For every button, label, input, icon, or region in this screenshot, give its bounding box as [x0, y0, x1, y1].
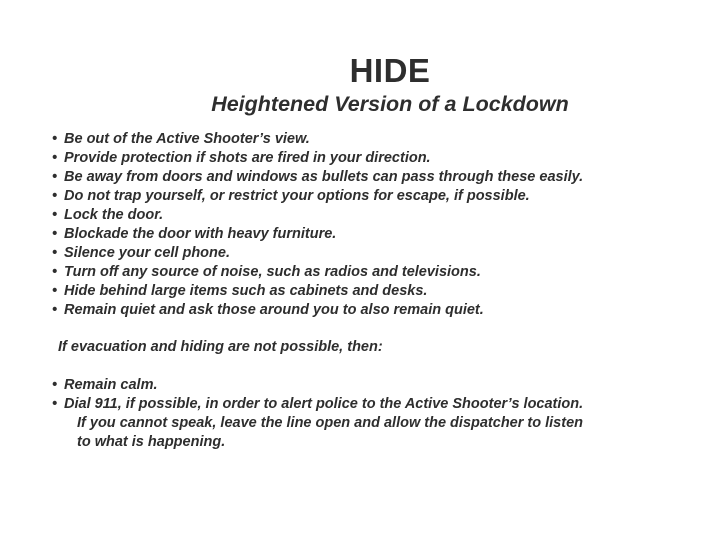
bullet-text: Do not trap yourself, or restrict your options for escape, if possible.	[64, 188, 530, 204]
bullet-icon: •	[52, 283, 58, 299]
bullet-icon: •	[52, 169, 58, 185]
bullet-icon: •	[52, 131, 58, 147]
bullet-text: Remain quiet and ask those around you to also remain quiet.	[64, 302, 484, 318]
bullet-icon: •	[52, 302, 58, 318]
hide-bullet-list	[52, 130, 692, 320]
bullet-item	[52, 301, 692, 320]
slide-title: HIDE	[349, 52, 431, 89]
bullet-continuation: If you cannot speak, leave the line open and allow the dispatcher to listen	[77, 415, 583, 431]
bullet-text: Lock the door.	[64, 207, 164, 223]
bullet-text: Turn off any source of noise, such as radios and televisions.	[64, 264, 481, 280]
condition-heading: If evacuation and hiding are not possible, then:	[58, 339, 383, 355]
bullet-icon: •	[52, 207, 58, 223]
bullet-icon: •	[52, 226, 58, 242]
bullet-icon: •	[52, 377, 58, 393]
bullet-item	[52, 168, 692, 187]
bullet-text: Silence your cell phone.	[64, 245, 230, 261]
bullet-text: Dial 911, if possible, in order to alert police to the Active Shooter’s location.	[64, 396, 584, 412]
bullet-text: Be out of the Active Shooter’s view.	[64, 131, 310, 147]
bullet-icon: •	[52, 188, 58, 204]
slide-subtitle: Heightened Version of a Lockdown	[211, 92, 569, 116]
bullet-continuation: to what is happening.	[77, 434, 226, 450]
bullet-text: Be away from doors and windows as bullets can pass through these easily.	[64, 169, 584, 185]
bullet-item	[52, 130, 692, 149]
bullet-item	[52, 149, 692, 168]
bullet-icon: •	[52, 396, 58, 412]
bullet-icon: •	[52, 264, 58, 280]
bullet-item	[52, 206, 692, 225]
bullet-text: Provide protection if shots are fired in your direction.	[64, 150, 431, 166]
bullet-text: Remain calm.	[64, 377, 158, 393]
bullet-item	[52, 263, 692, 282]
bullet-item	[52, 187, 692, 206]
bullet-item	[52, 376, 702, 395]
bullet-icon: •	[52, 150, 58, 166]
bullet-text: Blockade the door with heavy furniture.	[64, 226, 337, 242]
bullet-item	[52, 244, 692, 263]
bullet-item	[52, 282, 692, 301]
bullet-icon: •	[52, 245, 58, 261]
bullet-text: Hide behind large items such as cabinets and desks.	[64, 283, 428, 299]
bullet-item	[52, 395, 702, 452]
bullet-item	[52, 225, 692, 244]
final-bullet-list	[52, 376, 702, 452]
